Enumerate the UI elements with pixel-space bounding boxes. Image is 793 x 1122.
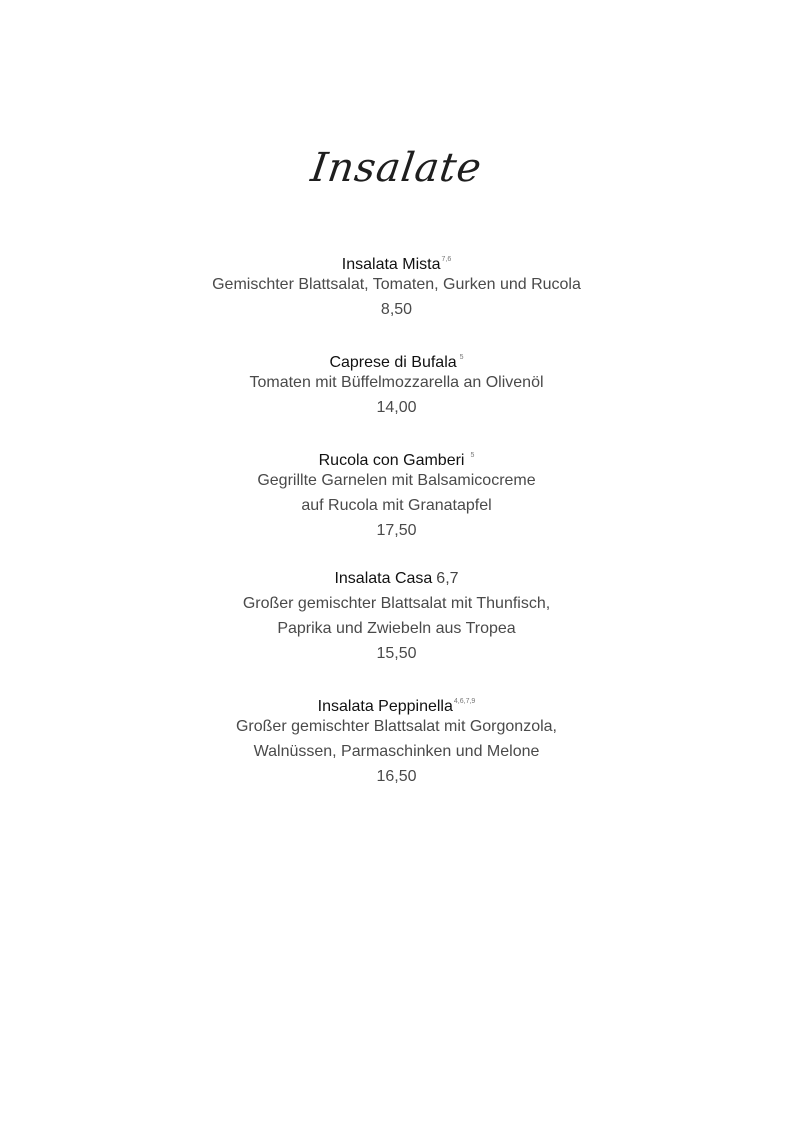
menu-item	[0, 690, 793, 789]
menu-item-description: Walnüssen, Parmaschinken und Melone	[253, 743, 540, 760]
menu-item-price: 16,50	[376, 768, 417, 785]
menu-item-price: 15,50	[376, 645, 417, 662]
menu-item-allergens: 4,6,7,9	[453, 698, 476, 705]
menu-item-description: Tomaten mit Büffelmozzarella an Olivenöl	[249, 374, 544, 391]
menu-item-name: Rucola con Gamberi	[318, 452, 465, 469]
menu-item-description: Gegrillte Garnelen mit Balsamicocreme	[257, 472, 536, 489]
menu-item-allergens: 5	[470, 452, 475, 459]
menu-item-allergens: 5	[459, 354, 464, 361]
menu-item-price: 17,50	[376, 522, 417, 539]
menu-item-price: 8,50	[380, 301, 413, 318]
menu-item-heading	[0, 690, 793, 714]
menu-item-name: Insalata Peppinella	[317, 698, 453, 715]
menu-item-description: Großer gemischter Blattsalat mit Gorgonzola,	[235, 718, 557, 735]
menu-item-allergens: 7,6	[441, 256, 452, 263]
menu-item-name: Caprese di Bufala	[329, 354, 457, 371]
menu-item-heading	[0, 248, 793, 272]
menu-item-price: 14,00	[376, 399, 417, 416]
page-title: Insalate	[308, 145, 485, 191]
menu-item	[0, 567, 793, 666]
menu-item	[0, 444, 793, 543]
menu-item-description: Gemischter Blattsalat, Tomaten, Gurken und Rucola	[212, 276, 581, 293]
menu-item-heading	[0, 567, 793, 591]
menu-item-description: Paprika und Zwiebeln aus Tropea	[277, 620, 516, 637]
menu-item-name: Insalata Casa	[334, 570, 433, 587]
menu-item-description: Großer gemischter Blattsalat mit Thunfisch,	[242, 595, 551, 612]
menu-item-name: Insalata Mista	[341, 256, 441, 273]
menu-item	[0, 248, 793, 322]
menu-item-heading	[0, 346, 793, 370]
menu-list	[0, 248, 793, 813]
menu-item-heading	[0, 444, 793, 468]
menu-item-description: auf Rucola mit Granatapfel	[301, 497, 492, 514]
menu-item	[0, 346, 793, 420]
menu-item-allergens: 6,7	[436, 570, 459, 587]
